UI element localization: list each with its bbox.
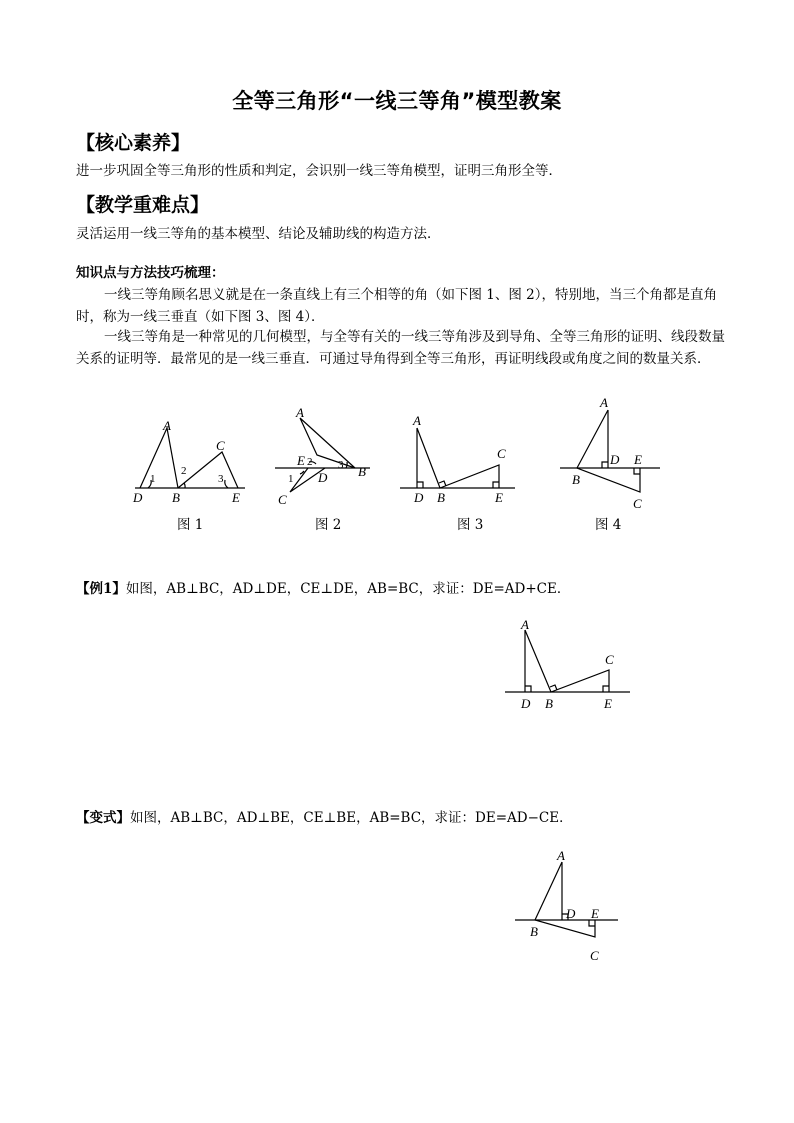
variant-label-d: D <box>566 906 576 921</box>
fig2-label-d: D <box>318 470 328 485</box>
knowledge-paragraph-2: 一线三等角是一种常见的几何模型，与全等有关的一线三等角涉及到导角、全等三角形的证明、线段数量关系的证明等．最常见的是一线三垂直．可通过导角得到全等三角形，再证明线段或角度之间的数量关系． <box>76 329 725 367</box>
knowledge-heading: 知识点与方法技巧梳理： <box>76 265 225 281</box>
figure-4-caption: 图 4 <box>595 517 622 533</box>
fig1-angle-1: 1 <box>150 473 156 485</box>
fig2-label-c: C <box>278 492 287 507</box>
fig2-label-e: E <box>297 453 305 468</box>
example-1-label-a: A <box>521 617 529 632</box>
fig3-label-d: D <box>414 490 424 505</box>
fig1-label-e: E <box>232 490 240 505</box>
core-literacy-text: 进一步巩固全等三角形的性质和判定，会识别一线三等角模型，证明三角形全等． <box>76 163 562 179</box>
figure-1-caption: 图 1 <box>177 517 204 533</box>
fig2-angle-1: 1 <box>288 473 294 485</box>
figure-4-diagram <box>560 395 670 515</box>
fig2-label-a: A <box>296 405 304 420</box>
example-1-label-b: B <box>545 696 553 711</box>
fig4-label-c: C <box>633 496 642 511</box>
example-1-problem <box>76 577 570 597</box>
variant-tag: 【变式】 <box>76 810 130 826</box>
figure-3-diagram <box>400 410 520 510</box>
example-1-diagram <box>505 617 635 715</box>
fig4-label-d: D <box>610 452 620 467</box>
variant-label-e: E <box>591 906 599 921</box>
core-literacy-heading: 【核心素养】 <box>76 132 191 154</box>
knowledge-paragraph-1: 一线三等角顾名思义就是在一条直线上有三个相等的角（如下图 1、图 2），特别地，当三个角都是直角时，称为一线三垂直（如下图 3、图 4）． <box>76 287 718 325</box>
example-1-text: 如图，AB⊥BC，AD⊥DE，CE⊥DE，AB=BC，求证：DE=AD+CE． <box>125 581 571 597</box>
fig2-label-b: B <box>358 464 366 479</box>
fig1-label-c: C <box>216 438 225 453</box>
fig4-label-a: A <box>600 395 608 410</box>
figure-3-caption: 图 3 <box>457 517 484 533</box>
fig3-label-b: B <box>437 490 445 505</box>
variant-label-a: A <box>557 848 565 863</box>
variant-label-c: C <box>590 948 599 963</box>
fig1-angle-3: 3 <box>218 473 224 485</box>
example-1-label-c: C <box>605 652 614 667</box>
page-title: 全等三角形“一线三等角”模型教案 <box>232 89 562 113</box>
figure-2-caption: 图 2 <box>315 517 342 533</box>
fig3-label-e: E <box>495 490 503 505</box>
variant-text: 如图，AB⊥BC，AD⊥BE，CE⊥BE，AB=BC，求证：DE=AD−CE． <box>130 810 573 826</box>
example-1-tag: 【例1】 <box>76 581 126 597</box>
fig1-label-a: A <box>163 418 171 433</box>
key-points-text: 灵活运用一线三等角的基本模型、结论及辅助线的构造方法． <box>76 226 441 242</box>
variant-label-b: B <box>530 924 538 939</box>
fig4-label-b: B <box>572 472 580 487</box>
fig3-label-a: A <box>413 413 421 428</box>
variant-diagram <box>515 850 625 965</box>
fig4-label-e: E <box>634 452 642 467</box>
key-points-heading: 【教学重难点】 <box>76 194 210 216</box>
figure-2-diagram <box>270 400 380 510</box>
fig1-angle-2: 2 <box>181 465 187 477</box>
variant-problem <box>76 806 573 826</box>
fig2-angle-3: 3 <box>338 459 344 471</box>
fig2-angle-2: 2 <box>307 456 313 468</box>
figure-1-diagram <box>130 410 250 510</box>
example-1-label-e: E <box>604 696 612 711</box>
fig3-label-c: C <box>497 446 506 461</box>
fig1-label-d: D <box>133 490 143 505</box>
fig1-label-b: B <box>172 490 180 505</box>
example-1-label-d: D <box>521 696 531 711</box>
